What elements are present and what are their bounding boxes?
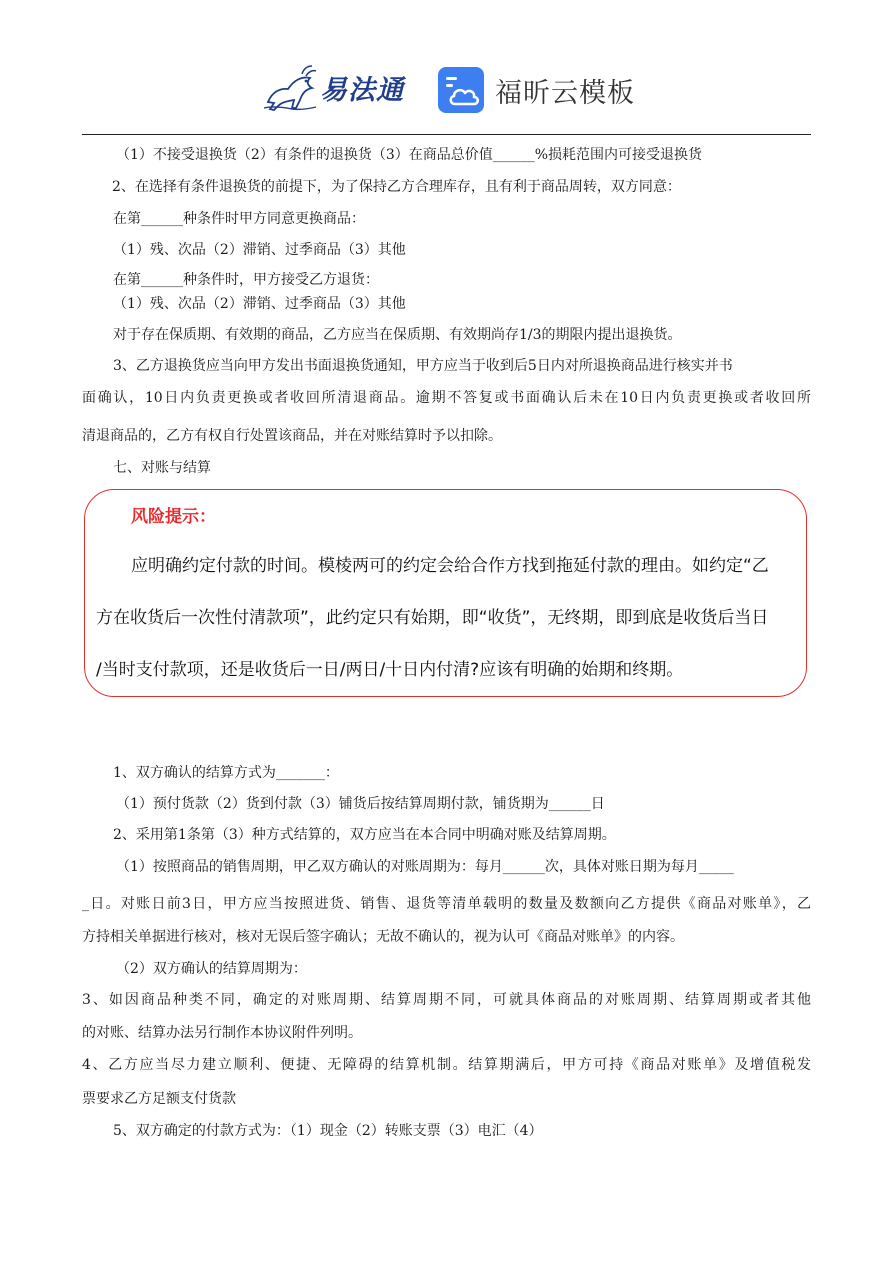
paragraph: 的对账、结算办法另行制作本协议附件列明。 [82,1025,362,1041]
paragraph: （1）不接受退换货（2）有条件的退换货（3）在商品总价值______%损耗范围内可接受退换货 [116,147,703,163]
qilin-emblem-icon [262,62,318,112]
header-divider [82,134,811,135]
paragraph: （1）预付货款（2）货到付款（3）铺货后按结算周期付款，铺货期为______日 [116,796,605,812]
risk-notice-title: 风险提示： [131,507,216,527]
paragraph: 4、乙方应当尽力建立顺利、便捷、无障碍的结算机制。结算期满后，甲方可持《商品对账单》及增值税发 [82,1057,811,1073]
paragraph: 清退商品的，乙方有权自行处置该商品，并在对账结算时予以扣除。 [82,428,502,444]
paragraph: 票要求乙方足额支付货款 [82,1091,236,1107]
risk-notice-line: 方在收货后一次性付清款项”，此约定只有始期，即“收货”，无终期，即到底是收货后当日 [96,608,769,628]
section-heading: 七、对账与结算 [113,460,211,476]
paragraph: 在第______种条件时甲方同意更换商品： [113,211,365,227]
paragraph: 1、双方确认的结算方式为_______： [113,765,339,781]
document-header [0,0,893,136]
paragraph: 5、双方确定的付款方式为：（1）现金（2）转账支票（3）电汇（4） [113,1123,543,1139]
foxit-template-logo [437,66,635,114]
risk-notice-line: 应明确约定付款的时间。模棱两可的约定会给合作方找到拖延付款的理由。如约定“乙 [131,556,769,576]
cloud-document-icon [437,66,485,114]
paragraph: 2、采用第1条第（3）种方式结算的，双方应当在本合同中明确对账及结算周期。 [113,827,616,843]
paragraph: 3、乙方退换货应当向甲方发出书面退换货通知，甲方应当于收到后5日内对所退换商品进行核实并书 [113,358,733,374]
logo-left-text: 易法通 [320,74,404,106]
paragraph: 2、在选择有条件退换货的前提下，为了保持乙方合理库存，且有利于商品周转，双方同意： [112,179,681,195]
yifatong-logo [262,62,404,112]
paragraph: （2）双方确认的结算周期为： [116,961,307,977]
paragraph: 在第______种条件时，甲方接受乙方退货： [113,272,379,288]
paragraph: 对于存在保质期、有效期的商品，乙方应当在保质期、有效期尚存1/3的期限内提出退换货。 [113,327,682,343]
paragraph: （1）残、次品（2）滞销、过季商品（3）其他 [113,242,406,258]
paragraph: _日。对账日前3日，甲方应当按照进货、销售、退货等清单载明的数量及数额向乙方提供《商品对账单》，乙 [82,896,811,912]
risk-notice-line: /当时支付款项，还是收货后一日/两日/十日内付清?应该有明确的始期和终期。 [96,660,684,680]
paragraph: （1）按照商品的销售周期，甲乙双方确认的对账周期为：每月______次，具体对账日期为每月_____ [116,859,734,875]
paragraph: 3、如因商品种类不同，确定的对账周期、结算周期不同，可就具体商品的对账周期、结算周期或者其他 [82,992,811,1008]
paragraph: 面确认，10日内负责更换或者收回所清退商品。逾期不答复或书面确认后未在10日内负责更换或者收回所 [82,390,811,406]
paragraph: 方持相关单据进行核对，核对无误后签字确认；无故不确认的，视为认可《商品对账单》的内容。 [82,929,684,945]
logo-right-text: 福昕云模板 [495,77,635,109]
paragraph: （1）残、次品（2）滞销、过季商品（3）其他 [113,296,406,312]
